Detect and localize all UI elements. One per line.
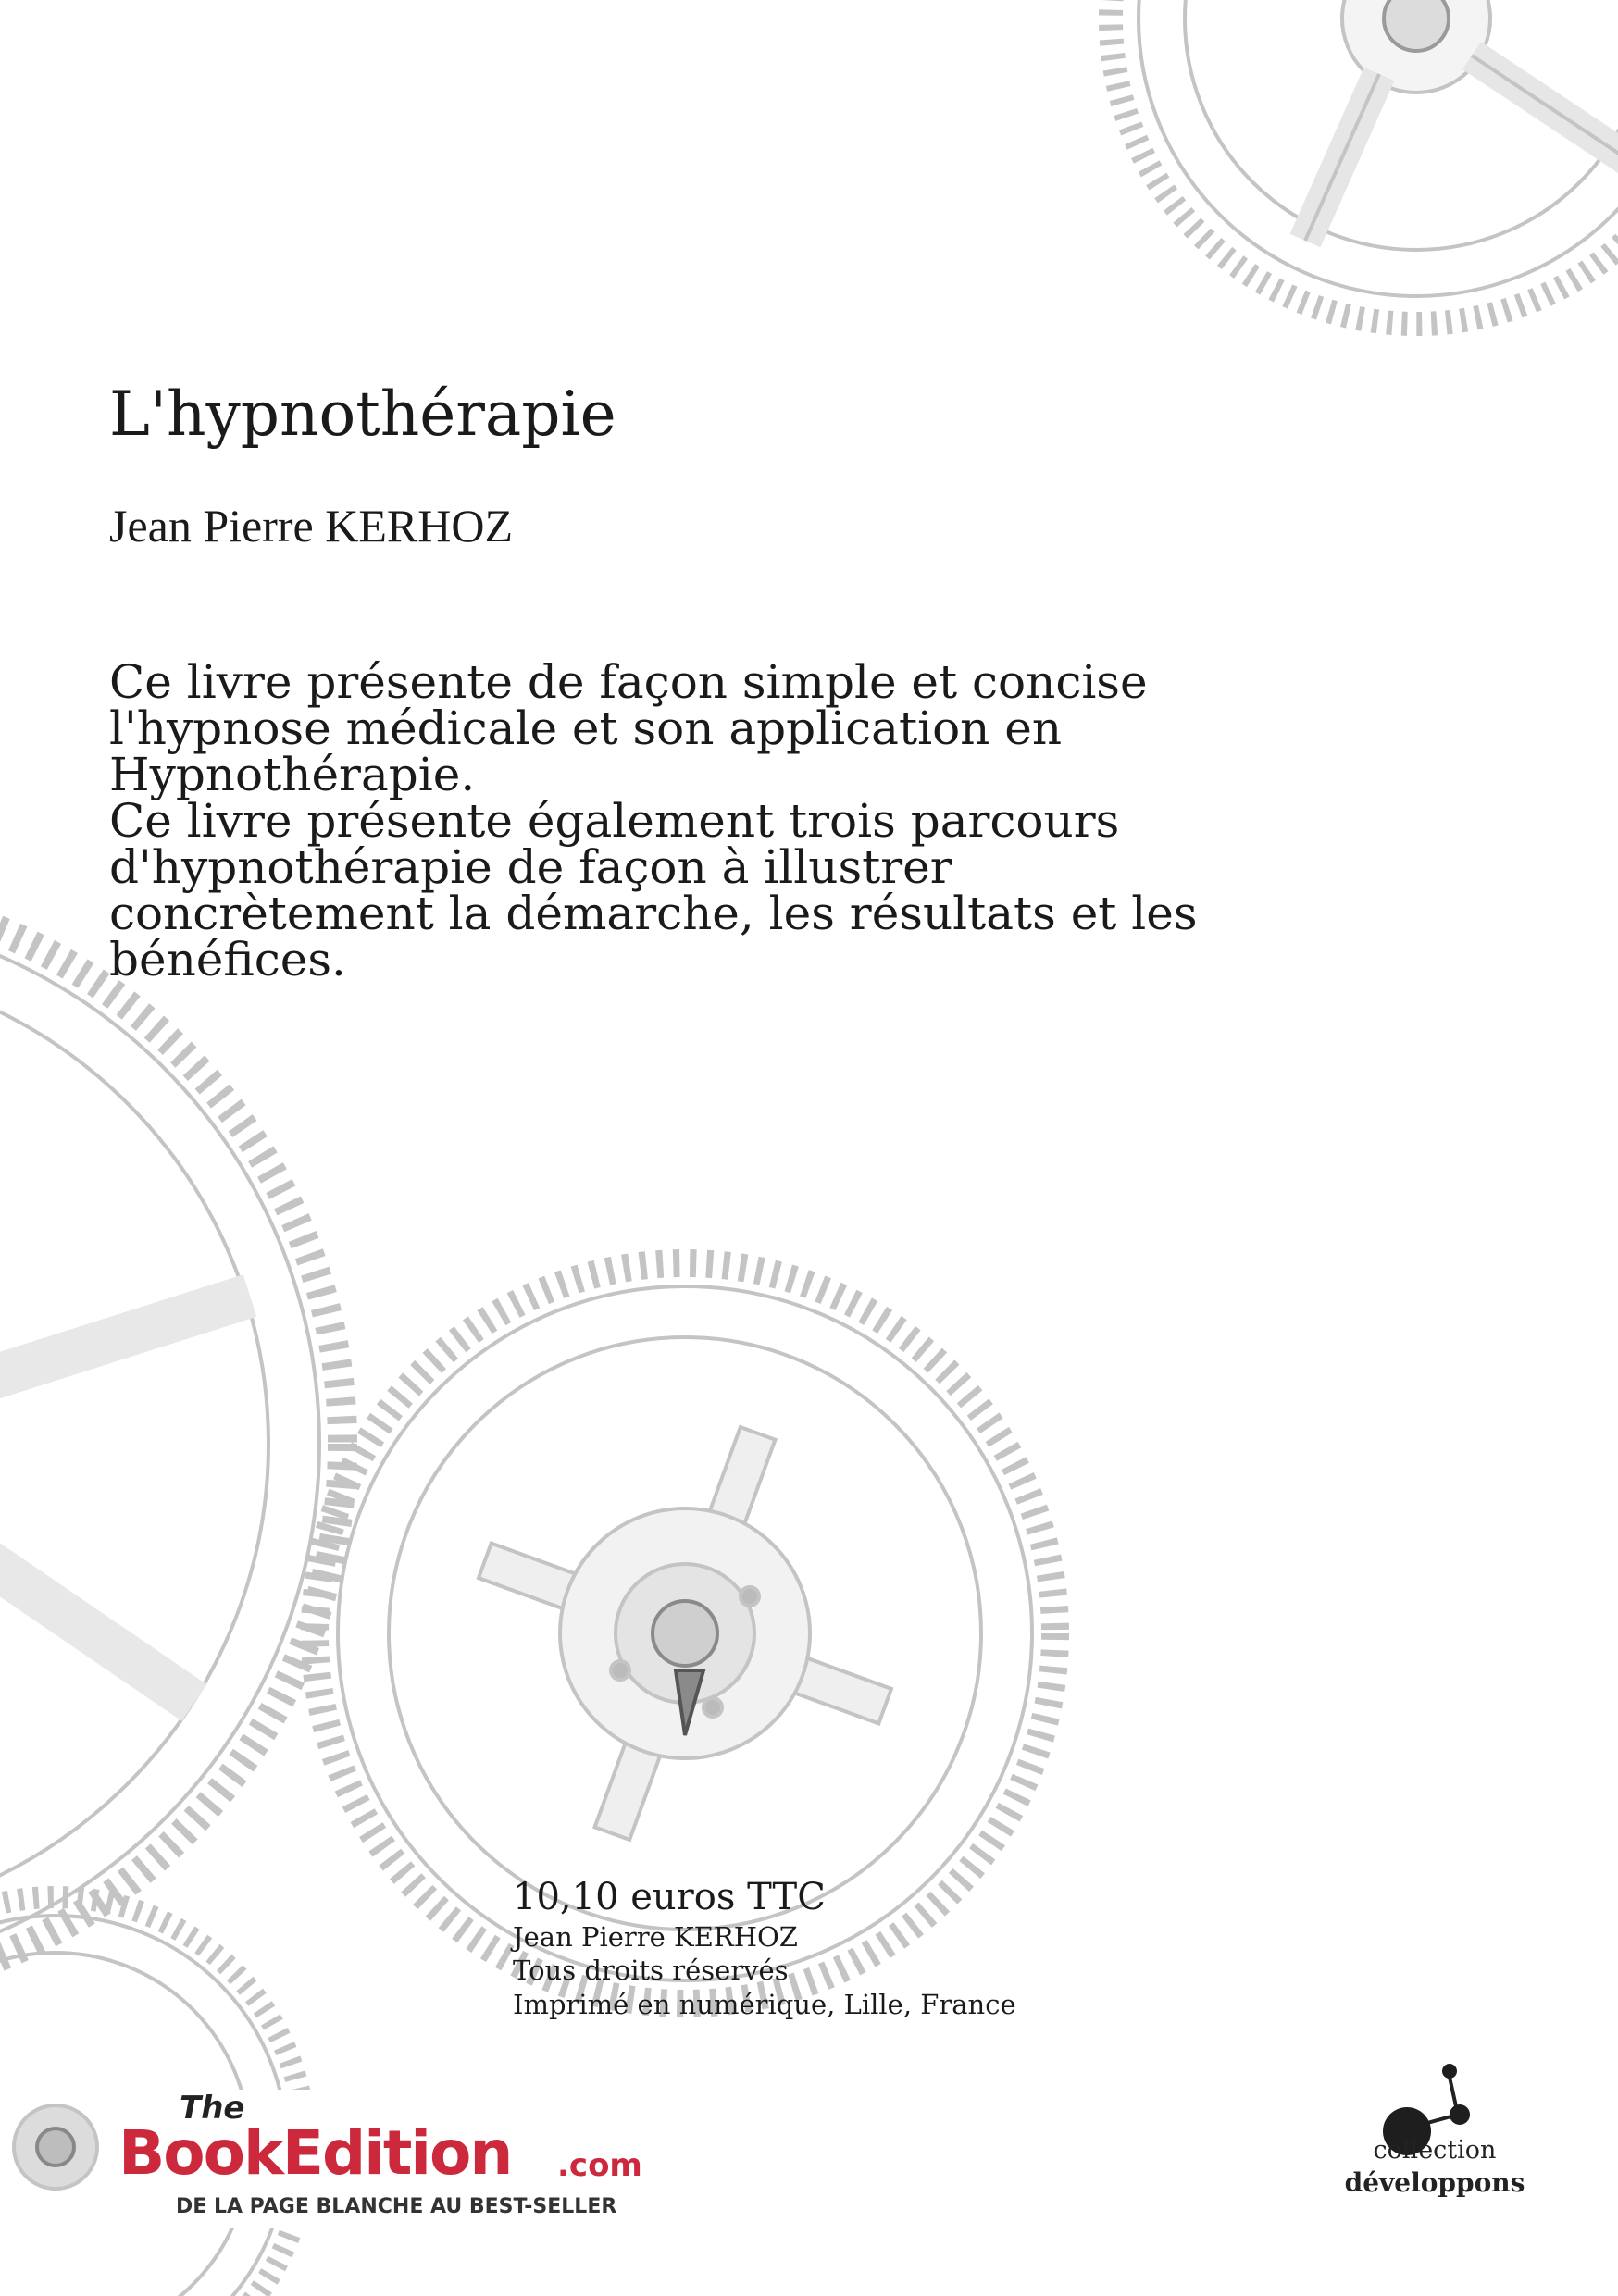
- collection-label: collection: [1373, 2136, 1497, 2165]
- publisher-logo-the: The: [180, 2090, 245, 2127]
- publisher-logo: [113, 2090, 650, 2228]
- imprint-rights: Tous droits réservés: [513, 1955, 789, 1987]
- imprint-block: [513, 1874, 1016, 2021]
- book-title: L'hypnothérapie: [109, 379, 616, 450]
- imprint-author: Jean Pierre KERHOZ: [513, 1921, 798, 1953]
- price: 10,10 euros TTC: [513, 1876, 826, 1918]
- imprint-printed: Imprimé en numérique, Lille, France: [513, 1988, 1016, 2020]
- publisher-logo-word: BookEdition: [118, 2117, 512, 2189]
- book-summary: [109, 655, 1220, 987]
- publisher-tagline: DE LA PAGE BLANCHE AU BEST-SELLER: [176, 2195, 617, 2218]
- summary-paragraph: Ce livre présente également trois parcours d'hypnothérapie de façon à illustrer concrètement la démarche, les résultats et les bénéfices.: [109, 794, 1198, 987]
- publisher-logo-com: .com: [557, 2147, 642, 2184]
- summary-paragraph: Ce livre présente de façon simple et concise l'hypnose médicale et son application en Hypnothérapie.: [109, 655, 1148, 801]
- top-right-gear: [1111, 0, 1618, 324]
- collection-name: développons: [1344, 2167, 1525, 2198]
- book-author: Jean Pierre KERHOZ: [109, 500, 513, 552]
- left-gear: [0, 888, 342, 1999]
